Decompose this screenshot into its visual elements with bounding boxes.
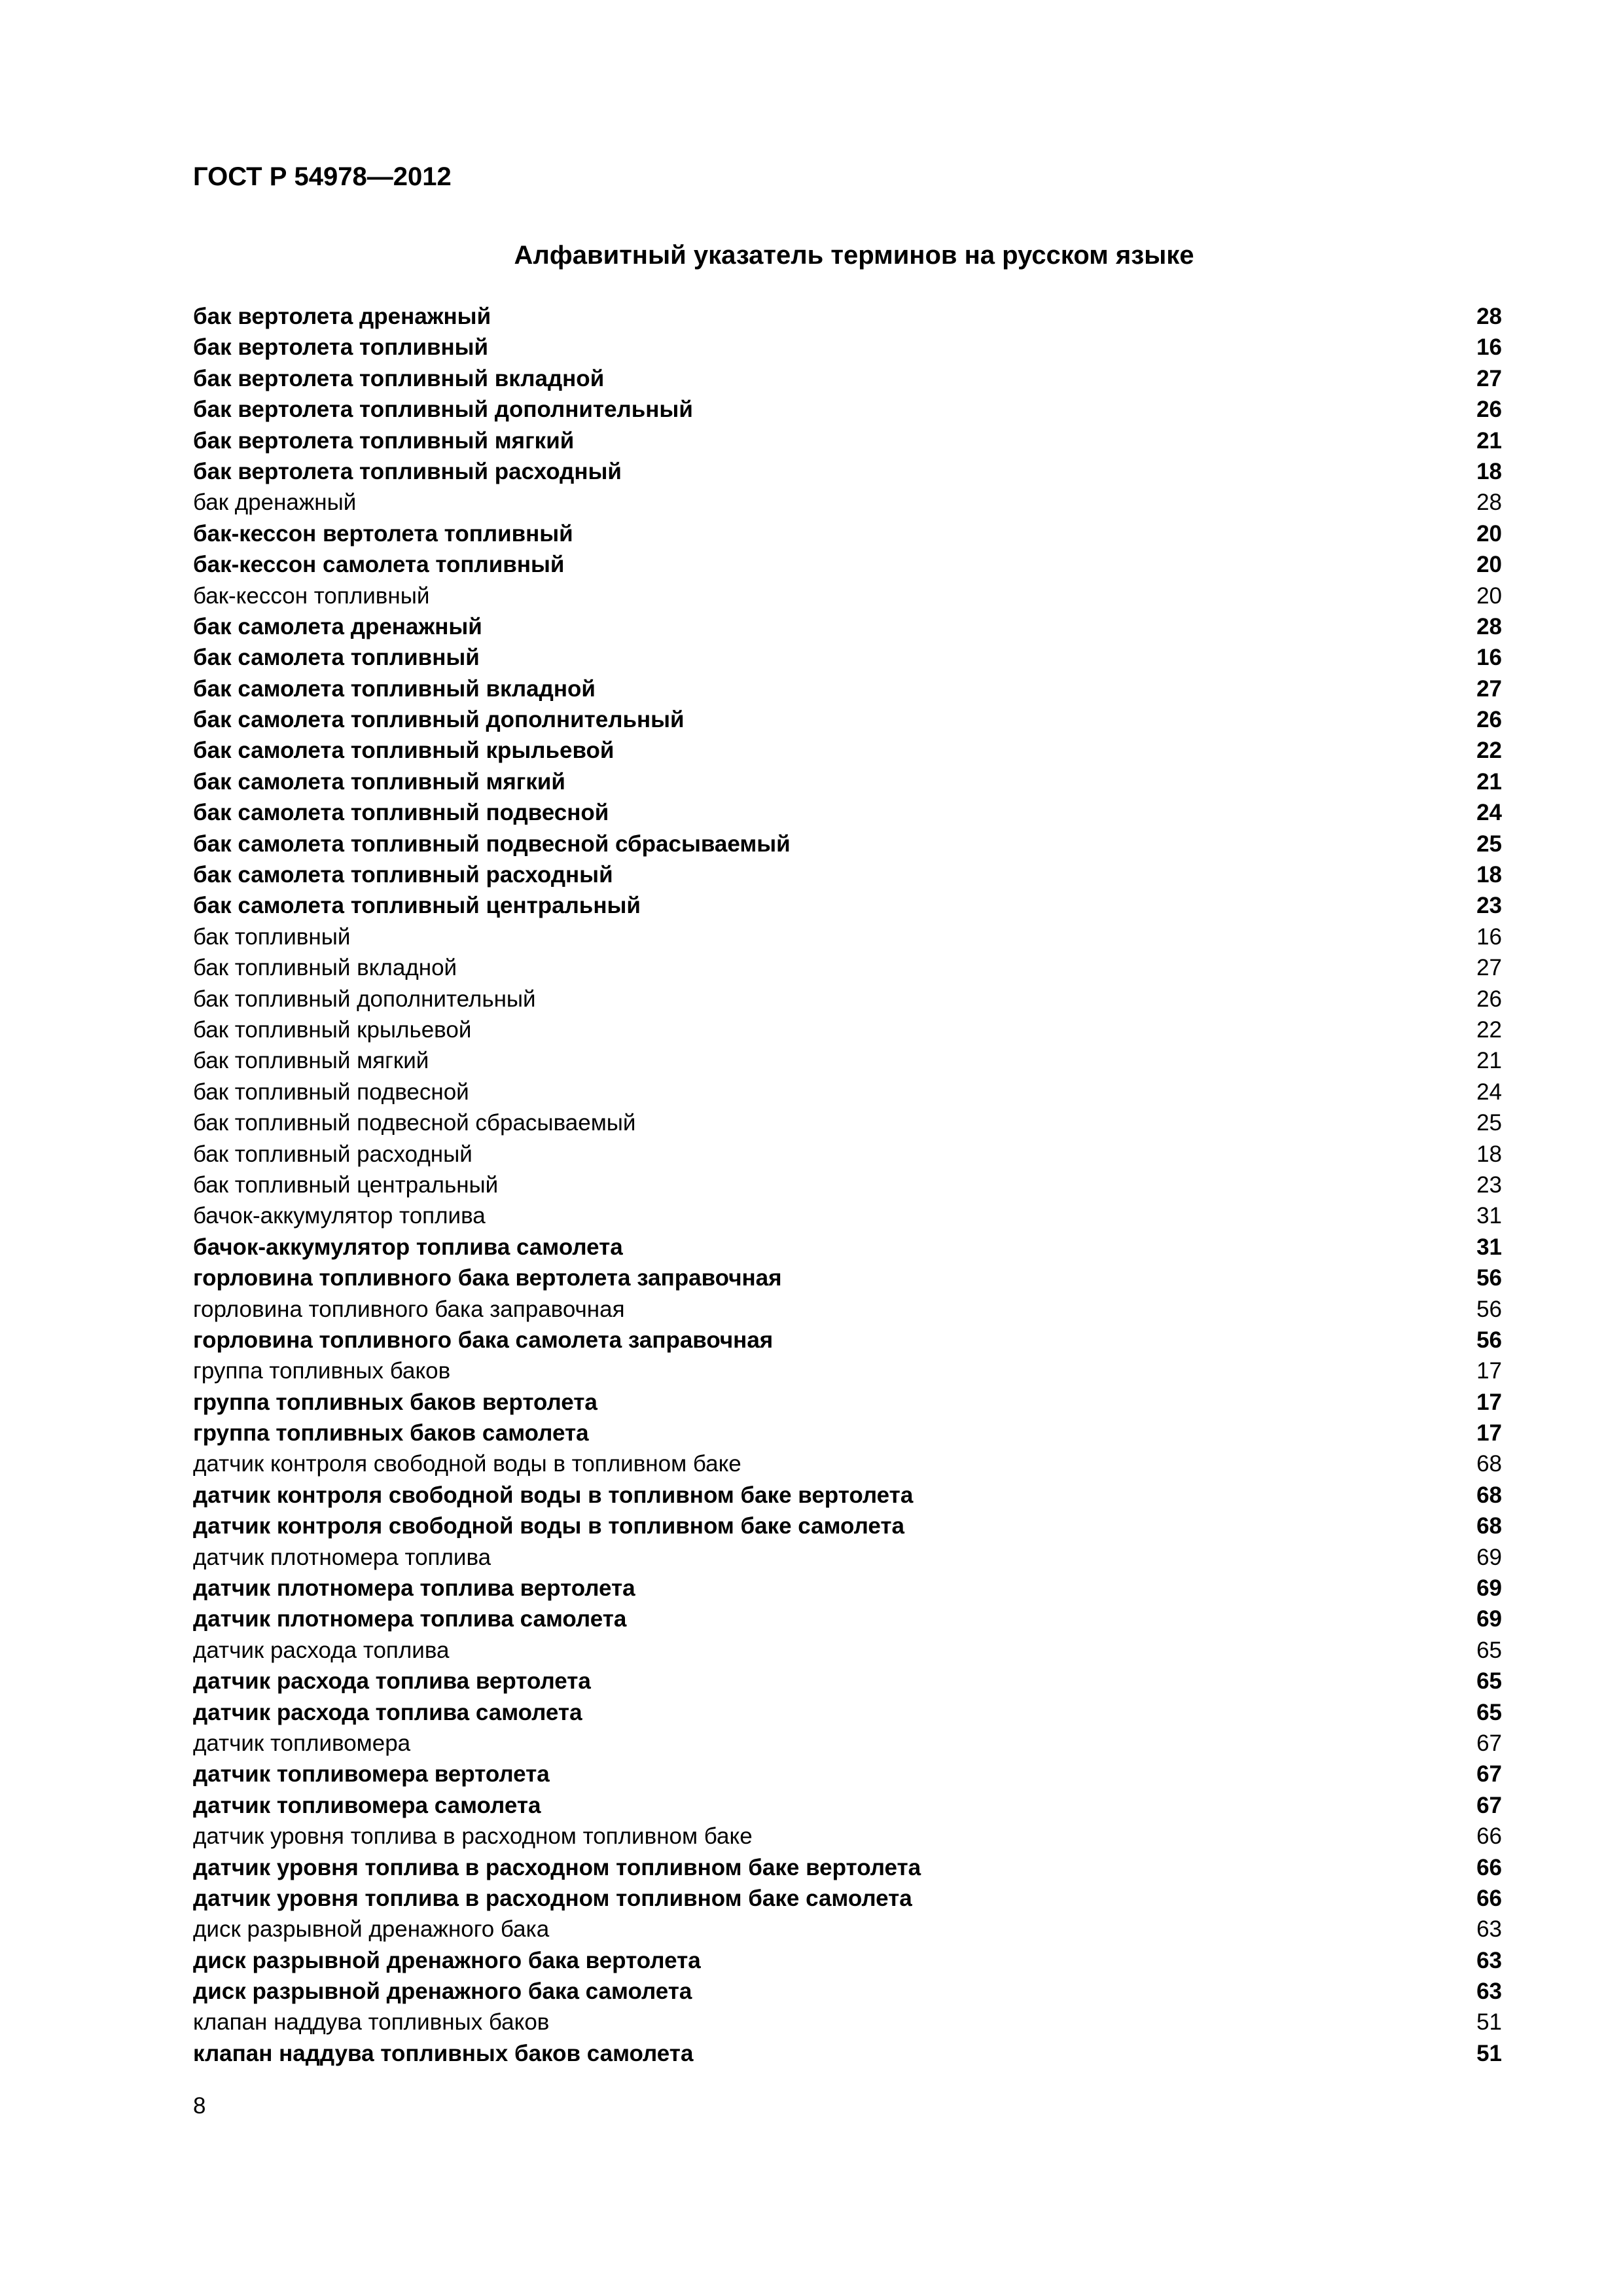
index-entry (193, 859, 1502, 890)
index-entry (193, 1418, 1502, 1448)
index-page-ref: 23 (1476, 1172, 1502, 1198)
index-term: группа топливных баков вертолета (193, 1389, 597, 1415)
index-page-ref: 24 (1476, 800, 1502, 826)
index-page-ref: 28 (1476, 613, 1502, 639)
index-page-ref: 21 (1476, 768, 1502, 795)
index-page-ref: 67 (1476, 1730, 1502, 1756)
index-entry (193, 394, 1502, 425)
index-page-ref: 31 (1476, 1203, 1502, 1229)
index-entry (193, 2007, 1502, 2037)
index-page-ref: 67 (1476, 1792, 1502, 1818)
index-page-ref: 69 (1476, 1575, 1502, 1602)
index-term: бак-кессон топливный (193, 583, 430, 609)
index-term: бак топливный подвесной (193, 1079, 469, 1105)
index-page-ref: 28 (1476, 490, 1502, 516)
index-page-ref: 67 (1476, 1761, 1502, 1787)
index-term: датчик контроля свободной воды в топливном баке самолета (193, 1513, 904, 1539)
index-page-ref: 28 (1476, 304, 1502, 329)
index-term: датчик плотномера топлива (193, 1544, 491, 1570)
index-entry (193, 1480, 1502, 1511)
index-page-ref: 22 (1476, 1016, 1502, 1043)
index-entry (193, 673, 1502, 704)
index-page-ref: 69 (1476, 1606, 1502, 1632)
index-entry (193, 1045, 1502, 1076)
index-page-ref: 65 (1476, 1637, 1502, 1663)
index-page-ref: 51 (1476, 2009, 1502, 2036)
index-page-ref: 63 (1476, 1947, 1502, 1973)
index-entry (193, 1976, 1502, 2007)
index-page-ref: 68 (1476, 1451, 1502, 1477)
index-entry (193, 1666, 1502, 1696)
index-page-ref: 26 (1476, 397, 1502, 423)
index-page-ref: 17 (1476, 1420, 1502, 1446)
index-page-ref: 16 (1476, 924, 1502, 950)
index-term: датчик уровня топлива в расходном топливном баке вертолета (193, 1854, 921, 1880)
index-entry (193, 1325, 1502, 1355)
index-term: бак-кессон вертолета топливный (193, 520, 573, 547)
index-page-ref: 21 (1476, 1048, 1502, 1074)
index-page-ref: 18 (1476, 1141, 1502, 1167)
index-page-ref: 66 (1476, 1885, 1502, 1911)
index-entry (193, 1139, 1502, 1170)
index-entry (193, 1170, 1502, 1200)
index-page-ref: 16 (1476, 645, 1502, 671)
index-entry (193, 1294, 1502, 1325)
index-entry (193, 301, 1502, 332)
index-entry (193, 1945, 1502, 1976)
document-code: ГОСТ Р 54978—2012 (193, 162, 452, 191)
index-entry (193, 704, 1502, 735)
index-entry (193, 1542, 1502, 1573)
index-term: группа топливных баков (193, 1358, 451, 1384)
index-entry (193, 1077, 1502, 1107)
index-term: бачок-аккумулятор топлива самолета (193, 1234, 623, 1260)
index-entry (193, 797, 1502, 828)
index-term: датчик контроля свободной воды в топливном баке вертолета (193, 1482, 914, 1508)
index-entry (193, 1200, 1502, 1231)
index-entry (193, 984, 1502, 1014)
index-term: бак топливный крыльевой (193, 1016, 472, 1043)
index-page-ref: 63 (1476, 1916, 1502, 1943)
index-entry (193, 332, 1502, 363)
index-page-ref: 27 (1476, 955, 1502, 981)
index-page-ref: 51 (1476, 2040, 1502, 2066)
index-entry (193, 487, 1502, 518)
index-page-ref: 26 (1476, 707, 1502, 733)
index-entry (193, 1790, 1502, 1821)
index-page-ref: 23 (1476, 893, 1502, 919)
index-entry (193, 1852, 1502, 1883)
index-entry (193, 1511, 1502, 1541)
index-page-ref: 63 (1476, 1979, 1502, 2005)
index-entry (193, 1232, 1502, 1263)
index-page-ref: 31 (1476, 1234, 1502, 1260)
index-term: датчик плотномера топлива вертолета (193, 1575, 635, 1602)
index-term: горловина топливного бака заправочная (193, 1296, 625, 1322)
index-term: бак вертолета топливный (193, 334, 489, 361)
index-page-ref: 66 (1476, 1854, 1502, 1880)
index-term: бак топливный вкладной (193, 955, 457, 981)
index-page-ref: 66 (1476, 1823, 1502, 1850)
index-term: бачок-аккумулятор топлива (193, 1203, 486, 1229)
index-term: бак самолета топливный мягкий (193, 768, 565, 795)
index-entry (193, 922, 1502, 952)
index-page-ref: 68 (1476, 1482, 1502, 1508)
index-term: датчик плотномера топлива самолета (193, 1606, 627, 1632)
index-entry (193, 1448, 1502, 1479)
index-term: клапан наддува топливных баков самолета (193, 2040, 694, 2066)
index-entry (193, 518, 1502, 549)
index-page-ref: 18 (1476, 862, 1502, 888)
index-entry (193, 1759, 1502, 1789)
index-term: датчик расхода топлива самолета (193, 1699, 582, 1725)
index-entry (193, 2038, 1502, 2069)
index-term: бак самолета топливный центральный (193, 893, 641, 919)
index-term: бак самолета топливный (193, 645, 480, 671)
index-term: бак топливный расходный (193, 1141, 473, 1167)
index-entry (193, 1914, 1502, 1945)
index-entry (193, 735, 1502, 766)
index-entry (193, 581, 1502, 611)
index-entry (193, 1107, 1502, 1138)
index-term: датчик уровня топлива в расходном топливном баке самолета (193, 1885, 912, 1911)
index-term: бак топливный (193, 924, 351, 950)
index-page-ref: 68 (1476, 1513, 1502, 1539)
index-term: бак топливный подвесной сбрасываемый (193, 1110, 636, 1136)
index-page-ref: 21 (1476, 427, 1502, 454)
index-title: Алфавитный указатель терминов на русском языке (514, 241, 1194, 270)
index-term: датчик топливомера самолета (193, 1792, 541, 1818)
term-index-list (193, 301, 1502, 2069)
index-entry (193, 1697, 1502, 1728)
index-page-ref: 56 (1476, 1296, 1502, 1322)
index-term: бак вертолета топливный мягкий (193, 427, 575, 454)
index-term: бак самолета топливный подвесной (193, 800, 609, 826)
index-term: бак вертолета дренажный (193, 304, 491, 329)
index-page-ref: 17 (1476, 1358, 1502, 1384)
index-term: датчик контроля свободной воды в топливном баке (193, 1451, 741, 1477)
index-page-ref: 69 (1476, 1544, 1502, 1570)
index-entry (193, 1728, 1502, 1759)
index-entry (193, 363, 1502, 394)
index-entry (193, 1355, 1502, 1386)
index-entry (193, 1263, 1502, 1293)
index-entry (193, 829, 1502, 859)
index-entry (193, 1387, 1502, 1418)
index-term: датчик расхода топлива (193, 1637, 450, 1663)
index-page-ref: 65 (1476, 1699, 1502, 1725)
index-term: горловина топливного бака вертолета заправочная (193, 1265, 782, 1291)
index-entry (193, 890, 1502, 921)
index-page-ref: 20 (1476, 583, 1502, 609)
index-page-ref: 18 (1476, 458, 1502, 484)
index-page-ref: 20 (1476, 520, 1502, 547)
index-page-ref: 25 (1476, 1110, 1502, 1136)
index-page-ref: 24 (1476, 1079, 1502, 1105)
index-term: бак самолета топливный подвесной сбрасываемый (193, 831, 791, 857)
index-page-ref: 56 (1476, 1327, 1502, 1353)
index-term: бак самолета топливный крыльевой (193, 738, 615, 764)
index-term: бак-кессон самолета топливный (193, 552, 565, 578)
index-page-ref: 26 (1476, 986, 1502, 1012)
index-term: бак дренажный (193, 490, 357, 516)
index-term: датчик уровня топлива в расходном топливном баке (193, 1823, 753, 1850)
index-entry (193, 611, 1502, 642)
index-page-ref: 56 (1476, 1265, 1502, 1291)
index-term: датчик топливомера (193, 1730, 411, 1756)
index-entry (193, 1604, 1502, 1634)
index-entry (193, 766, 1502, 797)
index-entry (193, 549, 1502, 580)
index-page-ref: 22 (1476, 738, 1502, 764)
index-term: датчик топливомера вертолета (193, 1761, 550, 1787)
page-number: 8 (193, 2093, 206, 2119)
index-term: диск разрывной дренажного бака самолета (193, 1979, 692, 2005)
index-term: бак самолета топливный дополнительный (193, 707, 685, 733)
index-entry (193, 1635, 1502, 1666)
index-term: бак вертолета топливный расходный (193, 458, 622, 484)
index-page-ref: 25 (1476, 831, 1502, 857)
index-entry (193, 456, 1502, 487)
index-entry (193, 1014, 1502, 1045)
index-term: датчик расхода топлива вертолета (193, 1668, 591, 1695)
index-term: бак топливный центральный (193, 1172, 499, 1198)
index-page-ref: 27 (1476, 675, 1502, 702)
index-page-ref: 65 (1476, 1668, 1502, 1695)
index-term: бак топливный мягкий (193, 1048, 429, 1074)
index-term: бак топливный дополнительный (193, 986, 536, 1012)
index-page-ref: 16 (1476, 334, 1502, 361)
index-entry (193, 952, 1502, 983)
index-entry (193, 425, 1502, 456)
index-term: бак вертолета топливный вкладной (193, 365, 605, 391)
index-entry (193, 1573, 1502, 1604)
index-entry (193, 642, 1502, 673)
index-term: клапан наддува топливных баков (193, 2009, 550, 2036)
index-page-ref: 27 (1476, 365, 1502, 391)
index-term: группа топливных баков самолета (193, 1420, 589, 1446)
index-term: диск разрывной дренажного бака (193, 1916, 550, 1943)
index-page-ref: 17 (1476, 1389, 1502, 1415)
index-entry (193, 1883, 1502, 1914)
index-entry (193, 1821, 1502, 1852)
index-term: бак самолета дренажный (193, 613, 482, 639)
index-page-ref: 20 (1476, 552, 1502, 578)
index-term: диск разрывной дренажного бака вертолета (193, 1947, 701, 1973)
index-term: горловина топливного бака самолета заправочная (193, 1327, 774, 1353)
index-term: бак самолета топливный вкладной (193, 675, 596, 702)
index-term: бак вертолета топливный дополнительный (193, 397, 693, 423)
index-term: бак самолета топливный расходный (193, 862, 613, 888)
